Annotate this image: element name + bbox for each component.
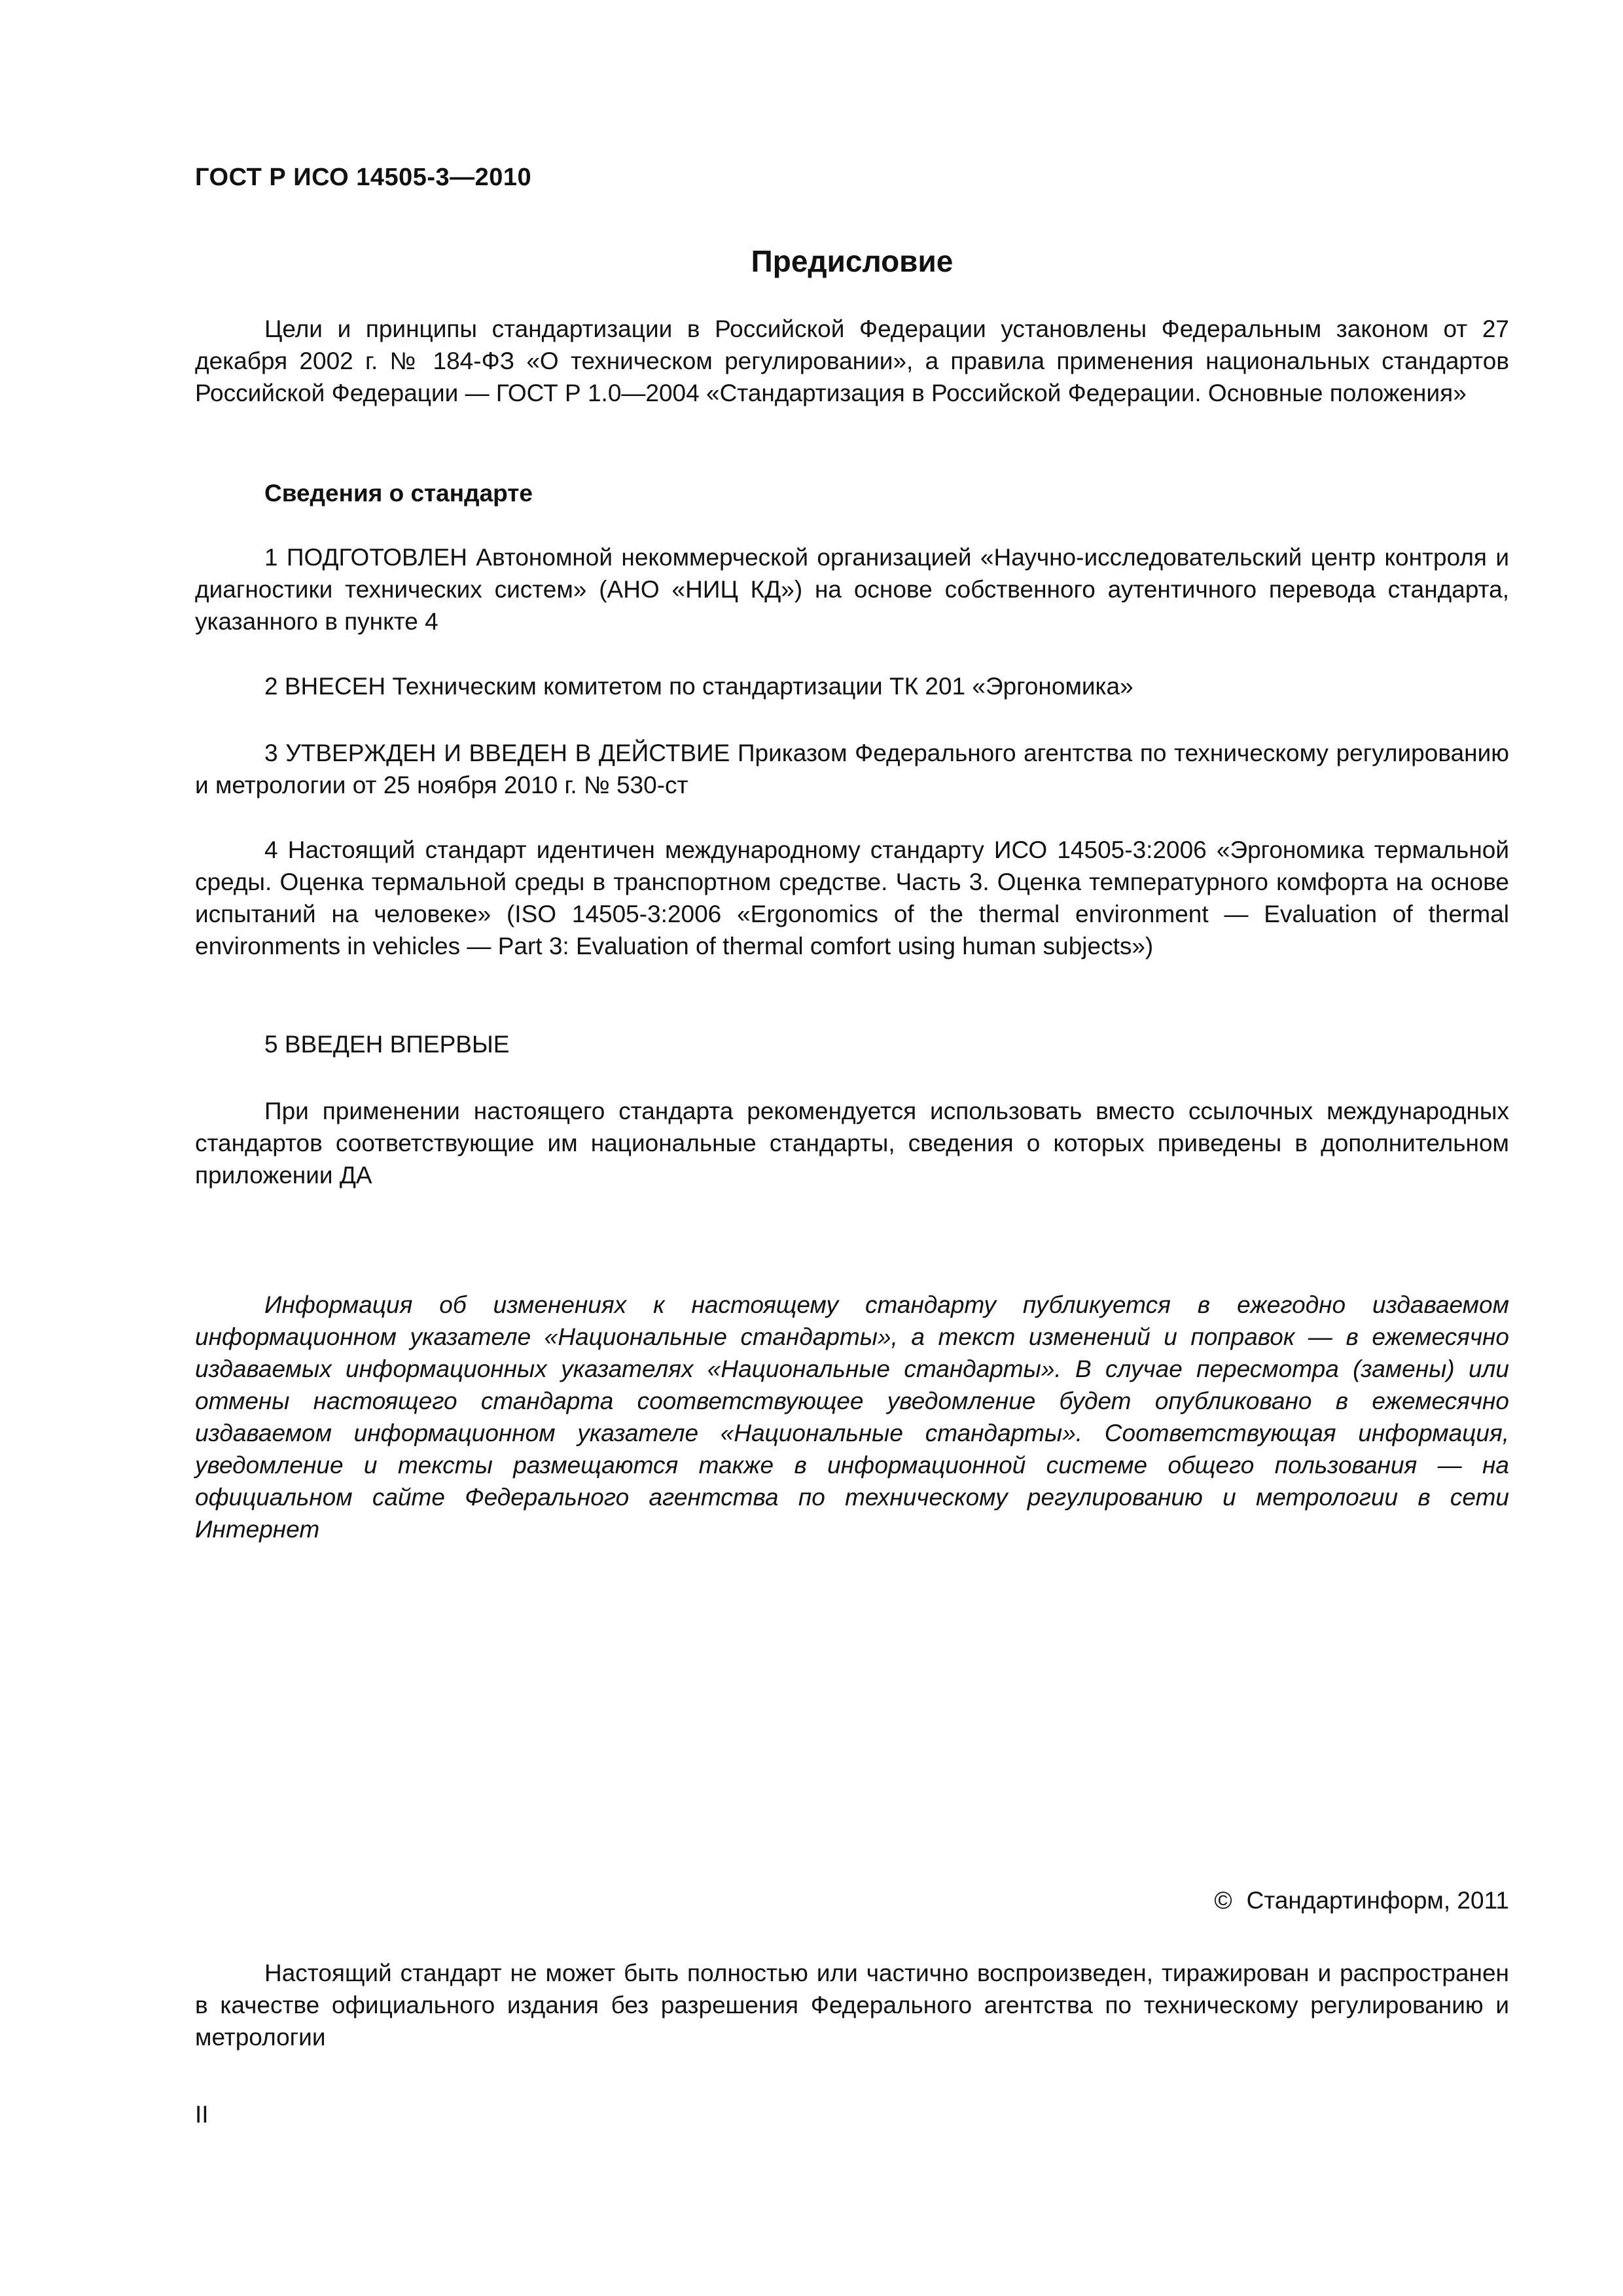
copyright-line (1214, 1887, 1509, 1914)
intro-paragraph: Цели и принципы стандартизации в Российской Федерации установлены Федеральным законом от 27 декабря 2002 г. № 184-ФЗ «О техническом регулировании», а правила применения национальных стандартов Российской Федерации — ГОСТ Р 1.0—2004 «Стандартизация в Российской Федерации. Основные положения» (195, 315, 1509, 406)
item-1: 1 ПОДГОТОВЛЕН Автономной некоммерческой организацией «Научно-исследовательский центр контроля и диагностики технических систем» (АНО «НИЦ КД») на основе собственного аутентичного перевода стандарта, указанного в пункте 4 (195, 544, 1509, 635)
item-2: 2 ВНЕСЕН Техническим комитетом по стандартизации ТК 201 «Эргономика» (264, 673, 1133, 700)
document-id: ГОСТ Р ИСО 14505-3—2010 (195, 164, 532, 191)
reproduction-note: Настоящий стандарт не может быть полностью или частично воспроизведен, тиражирован и распространен в качестве официального издания без разрешения Федерального агентства по техническому регулированию и метрологии (195, 1960, 1509, 2051)
page-number: II (195, 2101, 209, 2128)
item-5: 5 ВВЕДЕН ВПЕРВЫЕ (264, 1031, 510, 1058)
info-heading: Сведения о стандарте (264, 480, 533, 507)
page-title: Предисловие (751, 244, 954, 278)
change-info: Информация об изменениях к настоящему стандарту публикуется в ежегодно издаваемом информационном указателе «Национальные стандарты», а текст изменений и поправок — в ежемесячно издаваемых информационных указателях «Национальные стандарты». В случае пересмотра (замены) или отмены настоящего стандарта соответствующее уведомление будет опубликовано в ежемесячно издаваемом информационном указателе «Национальные стандарты». Соответствующая информация, уведомление и тексты размещаются также в информационной системе общего пользования — на официальном сайте Федерального агентства по техническому регулированию и метрологии в сети Интернет (195, 1291, 1509, 1543)
item-4: 4 Настоящий стандарт идентичен международному стандарту ИСО 14505-3:2006 «Эргономика термальной среды. Оценка термальной среды в транспортном средстве. Часть 3. Оценка температурного комфорта на основе испытаний на человеке» (ISO 14505-3:2006 «Ergonomics of the thermal environment — Evaluation of thermal environments in vehicles — Part 3: Evaluation of thermal comfort using human subjects») (195, 836, 1509, 960)
document-page (195, 0, 1509, 2296)
application-note: При применении настоящего стандарта рекомендуется использовать вместо ссылочных международных стандартов соответствующие им национальные стандарты, сведения о которых приведены в дополнительном приложении ДА (195, 1098, 1509, 1189)
item-3: 3 УТВЕРЖДЕН И ВВЕДЕН В ДЕЙСТВИЕ Приказом Федерального агентства по техническому регулированию и метрологии от 25 ноября 2010 г. № 530-ст (195, 740, 1509, 798)
copyright-symbol: © (1214, 1887, 1232, 1914)
copyright-text: Стандартинформ, 2011 (1246, 1887, 1509, 1914)
